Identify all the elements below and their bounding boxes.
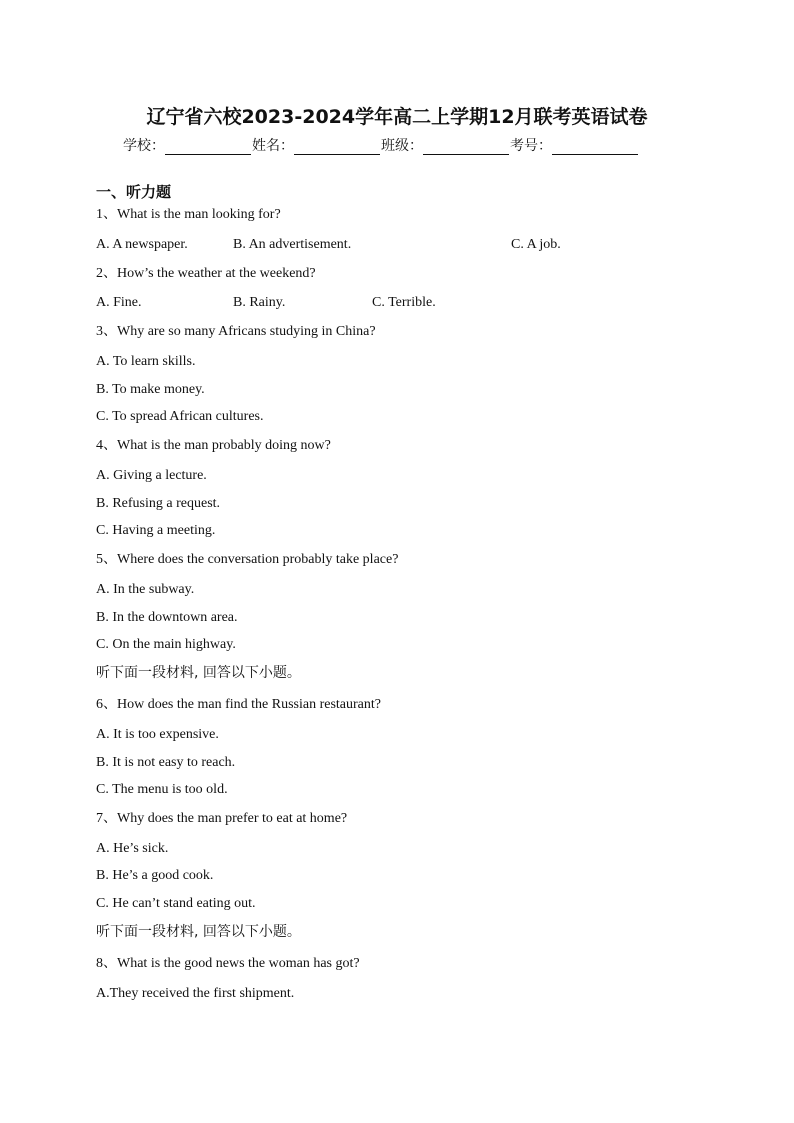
question-5-stem: 5、Where does the conversation probably take place? [96, 552, 399, 567]
class-blank[interactable] [423, 140, 509, 155]
question-5-option-b: B. In the downtown area. [96, 610, 238, 625]
question-7-option-c: C. He can’t stand eating out. [96, 896, 256, 911]
question-3-stem: 3、Why are so many Africans studying in China? [96, 324, 376, 339]
school-field [123, 135, 252, 155]
question-4-stem: 4、What is the man probably doing now? [96, 438, 331, 453]
question-1-option-c: C. A job. [511, 237, 561, 252]
question-5-option-a: A. In the subway. [96, 582, 195, 597]
question-3-option-a: A. To learn skills. [96, 354, 196, 369]
question-1-stem: 1、What is the man looking for? [96, 207, 281, 222]
name-blank[interactable] [294, 140, 380, 155]
page-title: 辽宁省六校2023-2024学年高二上学期12月联考英语试卷 [146, 106, 648, 128]
question-3-option-c: C. To spread African cultures. [96, 409, 264, 424]
question-6-option-a: A. It is too expensive. [96, 727, 219, 742]
question-8-stem: 8、What is the good news the woman has got? [96, 956, 360, 971]
name-field [252, 135, 381, 155]
listening-instruction-2: 听下面一段材料, 回答以下小题。 [96, 924, 301, 940]
question-7-stem: 7、Why does the man prefer to eat at home? [96, 811, 348, 826]
question-2-option-a: A. Fine. [96, 295, 142, 310]
question-2-stem: 2、How’s the weather at the weekend? [96, 266, 316, 281]
question-1-option-a: A. A newspaper. [96, 237, 188, 252]
class-label: 班级： [381, 138, 423, 154]
question-7-option-b: B. He’s a good cook. [96, 868, 214, 883]
listening-instruction-1: 听下面一段材料, 回答以下小题。 [96, 665, 301, 681]
question-2-option-c: C. Terrible. [372, 295, 436, 310]
exam-number-label: 考号： [510, 138, 552, 154]
question-7-option-a: A. He’s sick. [96, 841, 169, 856]
student-info-line [123, 135, 639, 155]
question-6-stem: 6、How does the man find the Russian restaurant? [96, 697, 381, 712]
question-2-option-b: B. Rainy. [233, 295, 286, 310]
question-3-option-b: B. To make money. [96, 382, 205, 397]
exam-number-field [510, 135, 639, 155]
question-4-option-a: A. Giving a lecture. [96, 468, 207, 483]
question-4-option-c: C. Having a meeting. [96, 523, 216, 538]
question-4-option-b: B. Refusing a request. [96, 496, 221, 511]
school-blank[interactable] [165, 140, 251, 155]
school-label: 学校： [123, 138, 165, 154]
section-title: 一、听力题 [96, 183, 172, 201]
class-field [381, 135, 510, 155]
question-6-option-b: B. It is not easy to reach. [96, 755, 236, 770]
question-6-option-c: C. The menu is too old. [96, 782, 228, 797]
question-1-option-b: B. An advertisement. [233, 237, 352, 252]
exam-number-blank[interactable] [552, 140, 638, 155]
name-label: 姓名： [252, 138, 294, 154]
question-5-option-c: C. On the main highway. [96, 637, 236, 652]
question-8-option-a: A.They received the first shipment. [96, 986, 295, 1001]
